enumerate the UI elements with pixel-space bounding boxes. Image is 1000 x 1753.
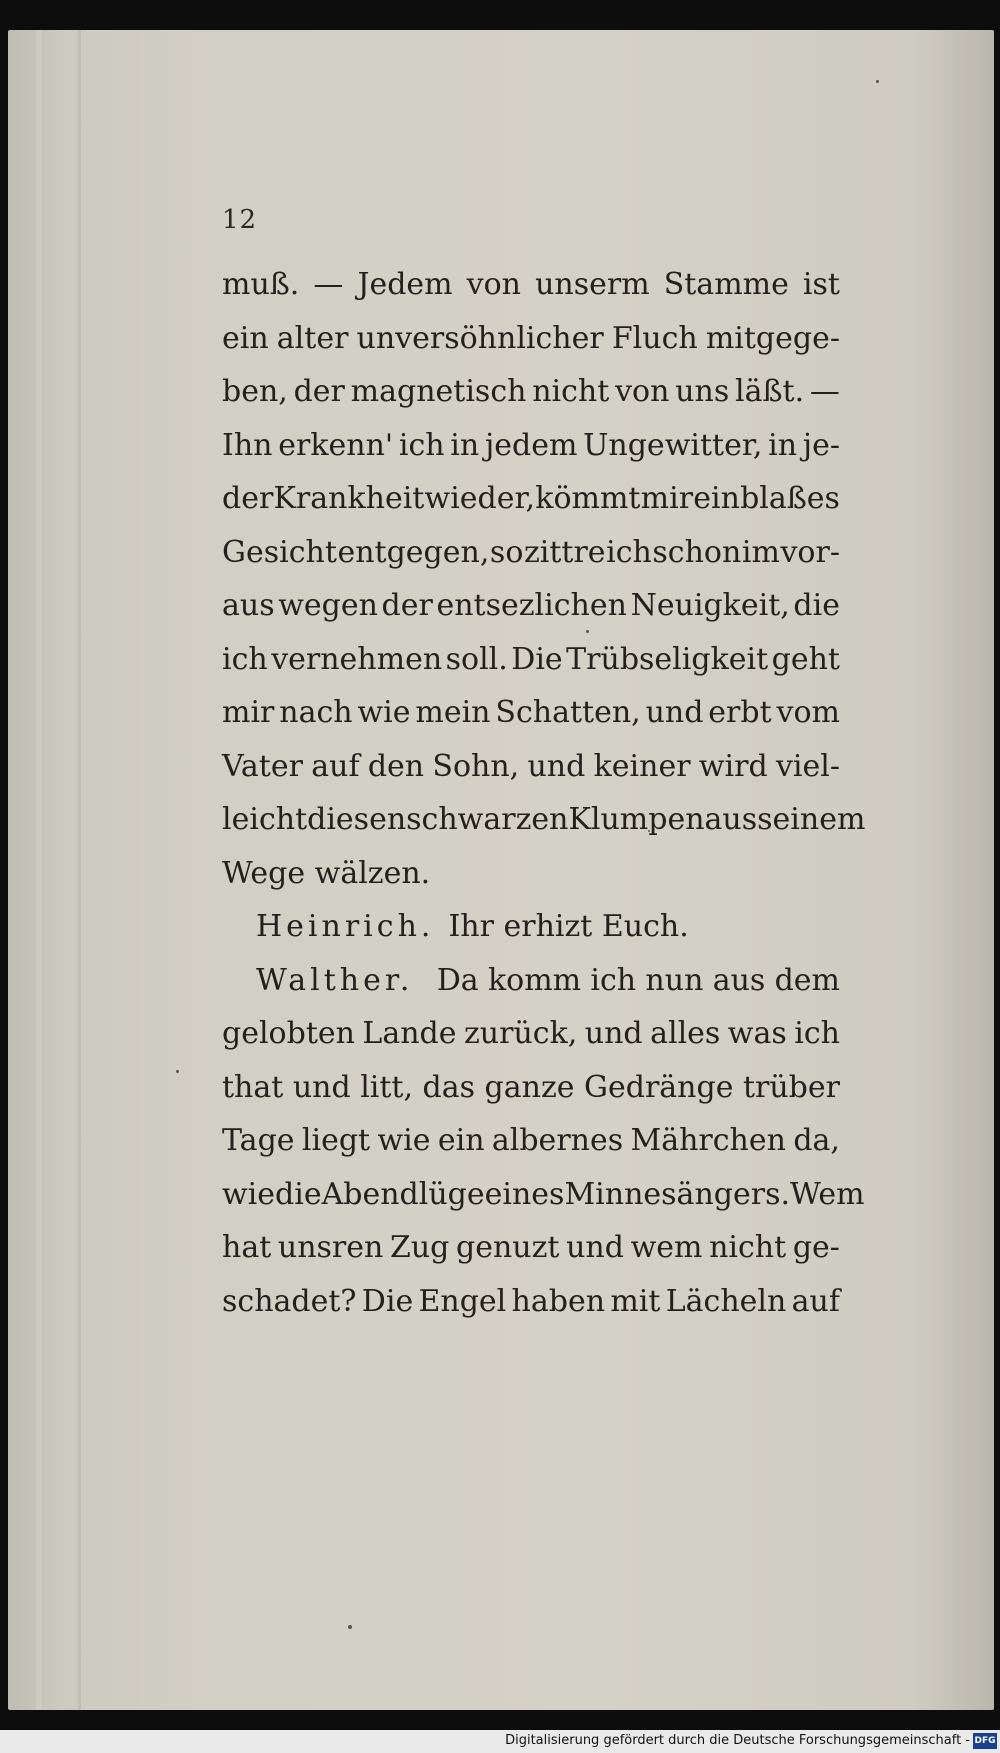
word: vernehmen: [271, 641, 443, 677]
text-line: [222, 793, 866, 847]
word: ben,: [222, 374, 288, 409]
word: den: [367, 748, 425, 784]
word: litt,: [360, 1069, 414, 1105]
word: Sohn,: [432, 748, 520, 784]
word: schon: [652, 534, 742, 570]
word: seinem: [757, 802, 866, 837]
text-line: [222, 526, 840, 580]
word: aus: [712, 962, 766, 998]
word: Mährchen: [630, 1123, 786, 1158]
word: Da: [436, 962, 479, 998]
text-line: [222, 1221, 840, 1275]
word: Lächeln: [665, 1283, 787, 1319]
speech-line: [222, 900, 840, 954]
word: von: [466, 267, 522, 302]
word: wird: [698, 748, 768, 784]
word: mit: [610, 1283, 661, 1319]
word: mein: [415, 695, 491, 730]
word: wie: [357, 695, 411, 730]
word: trüber: [742, 1069, 840, 1105]
speaker-name: Heinrich.: [256, 909, 435, 944]
word: entsezlichen: [436, 588, 627, 623]
word: unversöhnlicher: [356, 320, 604, 356]
word: aus: [704, 802, 758, 837]
text-line: [222, 365, 840, 419]
word: läßt.: [735, 374, 805, 409]
word: soll.: [445, 641, 508, 677]
word: so: [489, 534, 524, 570]
word: nach: [279, 695, 353, 730]
word: Fluch: [611, 320, 698, 356]
word: erbt: [708, 695, 772, 730]
word: schwarzen: [406, 802, 569, 837]
word: alles: [650, 1016, 721, 1051]
word: ge-: [792, 1230, 840, 1265]
word: Engel: [418, 1283, 507, 1319]
word: auf: [791, 1283, 840, 1319]
word: nicht: [709, 1230, 787, 1265]
word: Neuigkeit,: [630, 588, 790, 623]
word: die: [793, 588, 840, 623]
word: albernes: [491, 1123, 624, 1158]
text-line: [222, 1168, 865, 1222]
word: ein: [437, 1123, 485, 1158]
word: je-: [802, 427, 840, 463]
word: viel-: [775, 748, 840, 784]
word: und: [292, 1069, 351, 1105]
text-line: [222, 1275, 840, 1329]
word: zurück,: [463, 1016, 578, 1051]
word: ich: [590, 962, 637, 998]
word: nun: [645, 962, 704, 998]
word: liegt: [301, 1123, 371, 1158]
word: unserm: [535, 267, 650, 302]
dfg-logo: DFG: [973, 1733, 997, 1749]
text-line: [222, 1007, 840, 1061]
word: ein: [693, 481, 740, 516]
word: auf: [311, 748, 360, 784]
word: in: [768, 427, 798, 463]
word: eines: [484, 1176, 565, 1212]
word: komm: [487, 962, 582, 998]
word: Ihn: [222, 427, 273, 463]
word: wem: [630, 1230, 703, 1265]
word: wie: [222, 1176, 276, 1212]
word: was: [727, 1016, 787, 1051]
word: diesen: [307, 802, 407, 837]
word: Abendlüge: [321, 1176, 485, 1212]
word: ich: [222, 641, 268, 677]
word: mitgege-: [705, 320, 840, 356]
paper-speck: [876, 80, 879, 83]
word: jedem: [484, 427, 578, 463]
word: und: [584, 1016, 643, 1051]
word: gelobten: [222, 1016, 355, 1051]
word: wie: [377, 1123, 431, 1158]
word: nicht: [532, 374, 610, 409]
text-block: [222, 258, 866, 1328]
text-line: [222, 633, 840, 687]
paper-speck: [348, 1625, 352, 1629]
word: und: [566, 1230, 624, 1265]
footer-credit: Digitalisierung gefördert durch die Deutsche Forschungsgemeinschaft -: [505, 1733, 970, 1748]
word: Zug: [389, 1230, 450, 1265]
word: blaßes: [740, 481, 840, 516]
word: Klumpen: [568, 802, 705, 837]
word: Ungewitter,: [583, 427, 763, 463]
word: vom: [776, 695, 840, 730]
word: magnetisch: [350, 374, 527, 409]
text-line: [222, 579, 840, 633]
word: die: [275, 1176, 322, 1212]
word: dem: [774, 962, 840, 998]
speech-line: [222, 954, 840, 1008]
word: —: [313, 267, 344, 302]
word: vor-: [780, 534, 840, 570]
word: das: [422, 1069, 476, 1105]
word: und: [645, 695, 704, 730]
word: kömmt: [535, 481, 641, 516]
word: Gesicht: [222, 534, 337, 570]
text-line: [222, 847, 840, 901]
word: Stamme: [663, 267, 789, 302]
word: der: [222, 481, 274, 516]
word: Tage: [222, 1123, 295, 1158]
text-line: [222, 740, 840, 794]
word: der: [381, 588, 433, 623]
word: entgegen,: [337, 534, 490, 570]
word: mir: [222, 695, 275, 730]
text-line: [222, 258, 840, 312]
word: uns: [675, 374, 730, 409]
word: ich: [794, 1016, 840, 1051]
word: Wem: [790, 1176, 865, 1212]
word: Vater: [222, 748, 303, 784]
word: ein: [222, 320, 269, 356]
word: Die: [361, 1283, 414, 1319]
text-line: [222, 1061, 840, 1115]
word: haben: [511, 1283, 606, 1319]
word: muß.: [222, 267, 300, 302]
word: aus: [222, 588, 275, 623]
word: unsren: [277, 1230, 384, 1265]
word: schadet?: [222, 1283, 357, 1319]
text-line: [222, 1114, 840, 1168]
page-number: 12: [222, 205, 258, 235]
word: Schatten,: [495, 695, 641, 730]
word: da,: [793, 1123, 840, 1158]
word: that: [222, 1069, 284, 1105]
word: und: [527, 748, 586, 784]
word: hat: [222, 1230, 272, 1265]
text-line: [222, 419, 840, 473]
word: Gedränge: [584, 1069, 734, 1105]
word: wieder,: [424, 481, 536, 516]
word: ich: [606, 534, 652, 570]
speech-text: Ihr erhizt Euch.: [448, 909, 689, 944]
paper-speck: [176, 1070, 179, 1073]
word: alter: [276, 320, 349, 356]
text-line: [222, 686, 840, 740]
text-line: [222, 312, 840, 366]
word: Die: [511, 641, 563, 677]
word: Trübseligkeit: [566, 641, 769, 677]
word: Lande: [362, 1016, 457, 1051]
word: Krankheit: [273, 481, 425, 516]
word: im: [741, 534, 780, 570]
text-line: [222, 472, 840, 526]
word: geht: [771, 641, 840, 677]
word: zittre: [523, 534, 606, 570]
word: der: [293, 374, 345, 409]
word: wegen: [278, 588, 378, 623]
word: mir: [640, 481, 694, 516]
word: genuzt: [455, 1230, 560, 1265]
word: erkenn': [278, 427, 394, 463]
word: Jedem: [357, 267, 453, 302]
speaker-name: Walther.: [256, 962, 414, 998]
word: —: [809, 374, 840, 409]
text-line-content: Wege wälzen.: [222, 855, 431, 891]
word: in: [450, 427, 480, 463]
word: leicht: [222, 802, 308, 837]
word: von: [615, 374, 670, 409]
word: ist: [802, 267, 840, 302]
footer-bar: [0, 1730, 1000, 1753]
word: keiner: [593, 748, 691, 784]
word: ganze: [484, 1069, 575, 1105]
word: ich: [398, 427, 445, 463]
word: Minnesängers.: [564, 1176, 790, 1212]
